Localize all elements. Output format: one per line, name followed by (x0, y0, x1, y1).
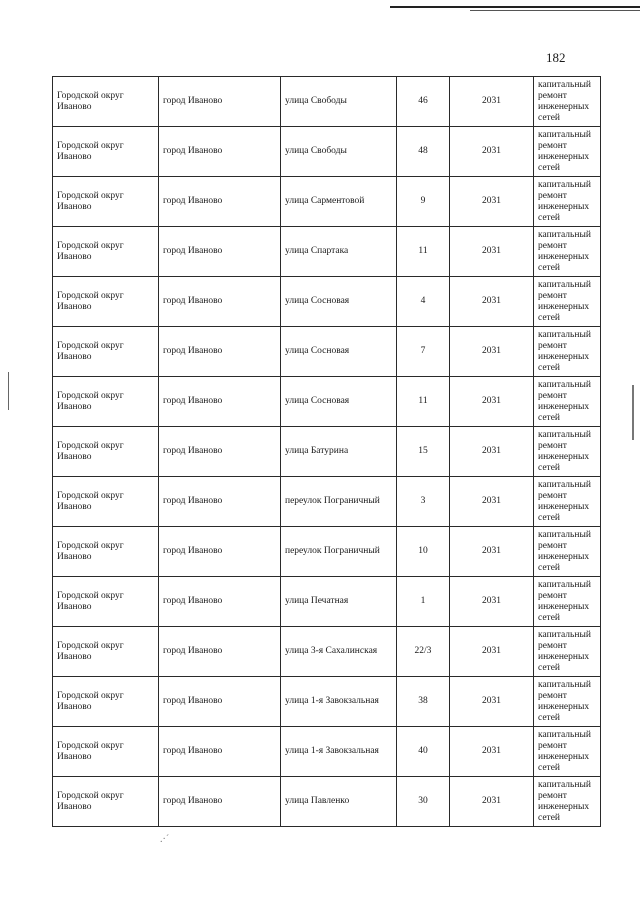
city-cell: город Иваново (159, 427, 281, 477)
repair-year-cell: 2031 (450, 327, 534, 377)
street-cell: улица Павленко (281, 777, 397, 827)
house-number-cell: 4 (397, 277, 450, 327)
house-number-cell: 10 (397, 527, 450, 577)
work-type-cell: капитальный ремонт инженерных сетей (534, 377, 601, 427)
city-cell: город Иваново (159, 577, 281, 627)
house-number-cell: 38 (397, 677, 450, 727)
table-row (53, 277, 601, 327)
repair-year-cell: 2031 (450, 77, 534, 127)
work-type-cell: капитальный ремонт инженерных сетей (534, 427, 601, 477)
table-row (53, 377, 601, 427)
repair-year-cell: 2031 (450, 277, 534, 327)
municipal-district-cell: Городской округ Иваново (53, 527, 159, 577)
street-cell: переулок Пограничный (281, 477, 397, 527)
municipal-district-cell: Городской округ Иваново (53, 777, 159, 827)
repair-year-cell: 2031 (450, 377, 534, 427)
house-number-cell: 46 (397, 77, 450, 127)
work-type-cell: капитальный ремонт инженерных сетей (534, 177, 601, 227)
table-row (53, 77, 601, 127)
work-type-cell: капитальный ремонт инженерных сетей (534, 777, 601, 827)
work-type-cell: капитальный ремонт инженерных сетей (534, 277, 601, 327)
house-number-cell: 11 (397, 227, 450, 277)
municipal-district-cell: Городской округ Иваново (53, 77, 159, 127)
municipal-district-cell: Городской округ Иваново (53, 477, 159, 527)
table-row (53, 477, 601, 527)
work-type-cell: капитальный ремонт инженерных сетей (534, 327, 601, 377)
repair-year-cell: 2031 (450, 577, 534, 627)
street-cell: улица Свободы (281, 77, 397, 127)
municipal-district-cell: Городской округ Иваново (53, 177, 159, 227)
table-row (53, 577, 601, 627)
street-cell: улица Сарментовой (281, 177, 397, 227)
street-cell: улица Сосновая (281, 377, 397, 427)
repair-year-cell: 2031 (450, 777, 534, 827)
repair-year-cell: 2031 (450, 427, 534, 477)
city-cell: город Иваново (159, 677, 281, 727)
city-cell: город Иваново (159, 177, 281, 227)
municipal-district-cell: Городской округ Иваново (53, 577, 159, 627)
street-cell: улица Сосновая (281, 277, 397, 327)
scan-edge-mark-left (8, 372, 9, 410)
table-body (53, 77, 601, 827)
city-cell: город Иваново (159, 477, 281, 527)
city-cell: город Иваново (159, 227, 281, 277)
street-cell: улица 1-я Завокзальная (281, 727, 397, 777)
house-number-cell: 22/3 (397, 627, 450, 677)
municipal-district-cell: Городской округ Иваново (53, 727, 159, 777)
header-rule-thin (470, 10, 640, 11)
work-type-cell: капитальный ремонт инженерных сетей (534, 627, 601, 677)
municipal-district-cell: Городской округ Иваново (53, 127, 159, 177)
table-row (53, 677, 601, 727)
table-row (53, 777, 601, 827)
street-cell: переулок Пограничный (281, 527, 397, 577)
city-cell: город Иваново (159, 77, 281, 127)
municipal-district-cell: Городской округ Иваново (53, 627, 159, 677)
city-cell: город Иваново (159, 777, 281, 827)
street-cell: улица Батурина (281, 427, 397, 477)
municipal-district-cell: Городской округ Иваново (53, 677, 159, 727)
city-cell: город Иваново (159, 277, 281, 327)
municipal-district-cell: Городской округ Иваново (53, 377, 159, 427)
repair-year-cell: 2031 (450, 677, 534, 727)
municipal-district-cell: Городской округ Иваново (53, 227, 159, 277)
municipal-district-cell: Городской округ Иваново (53, 427, 159, 477)
work-type-cell: капитальный ремонт инженерных сетей (534, 577, 601, 627)
city-cell: город Иваново (159, 727, 281, 777)
city-cell: город Иваново (159, 527, 281, 577)
city-cell: город Иваново (159, 127, 281, 177)
work-type-cell: капитальный ремонт инженерных сетей (534, 127, 601, 177)
street-cell: улица Спартака (281, 227, 397, 277)
repair-year-cell: 2031 (450, 527, 534, 577)
house-number-cell: 48 (397, 127, 450, 177)
work-type-cell: капитальный ремонт инженерных сетей (534, 527, 601, 577)
work-type-cell: капитальный ремонт инженерных сетей (534, 727, 601, 777)
repair-year-cell: 2031 (450, 227, 534, 277)
work-type-cell: капитальный ремонт инженерных сетей (534, 227, 601, 277)
work-type-cell: капитальный ремонт инженерных сетей (534, 77, 601, 127)
city-cell: город Иваново (159, 627, 281, 677)
scan-speck: .·´ (160, 834, 170, 845)
house-number-cell: 3 (397, 477, 450, 527)
work-type-cell: капитальный ремонт инженерных сетей (534, 677, 601, 727)
municipal-district-cell: Городской округ Иваново (53, 277, 159, 327)
table-row (53, 327, 601, 377)
repair-year-cell: 2031 (450, 477, 534, 527)
work-type-cell: капитальный ремонт инженерных сетей (534, 477, 601, 527)
house-number-cell: 9 (397, 177, 450, 227)
city-cell: город Иваново (159, 377, 281, 427)
page-number: 182 (546, 50, 566, 65)
house-number-cell: 30 (397, 777, 450, 827)
city-cell: город Иваново (159, 327, 281, 377)
table-row (53, 627, 601, 677)
table-row (53, 177, 601, 227)
street-cell: улица 1-я Завокзальная (281, 677, 397, 727)
house-number-cell: 1 (397, 577, 450, 627)
house-number-cell: 15 (397, 427, 450, 477)
table-row (53, 727, 601, 777)
house-number-cell: 11 (397, 377, 450, 427)
table-row (53, 527, 601, 577)
housing-repair-table (52, 76, 601, 827)
street-cell: улица Свободы (281, 127, 397, 177)
table-row (53, 127, 601, 177)
table-row (53, 427, 601, 477)
street-cell: улица 3-я Сахалинская (281, 627, 397, 677)
table-row (53, 227, 601, 277)
repair-year-cell: 2031 (450, 177, 534, 227)
house-number-cell: 40 (397, 727, 450, 777)
repair-year-cell: 2031 (450, 627, 534, 677)
municipal-district-cell: Городской округ Иваново (53, 327, 159, 377)
street-cell: улица Печатная (281, 577, 397, 627)
header-rule (390, 6, 640, 8)
street-cell: улица Сосновая (281, 327, 397, 377)
scan-edge-mark-right (632, 385, 634, 440)
house-number-cell: 7 (397, 327, 450, 377)
repair-year-cell: 2031 (450, 127, 534, 177)
repair-year-cell: 2031 (450, 727, 534, 777)
